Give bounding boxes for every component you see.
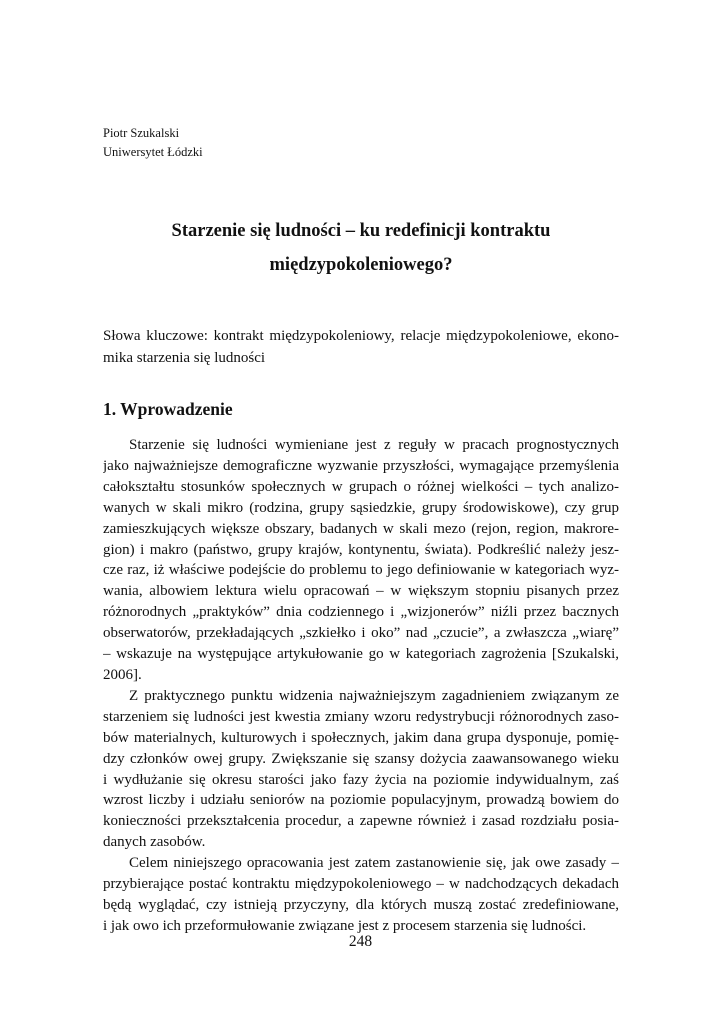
page-number: 248 bbox=[348, 933, 373, 950]
paragraph-line: danych zasobów. bbox=[103, 834, 206, 851]
author-block bbox=[103, 124, 203, 162]
author-affiliation: Uniwersytet Łódzki bbox=[103, 145, 203, 159]
paragraph-line: całokształtu stosunków społecznych w grupach o różnej wielkości – tych analizo- bbox=[103, 478, 619, 495]
paragraph-line: wania, albowiem lektura wielu opracowań – w większym stopniu pisanych przez bbox=[103, 583, 619, 600]
paragraph-line: zamieszkujących większe obszary, badanych w skali mezo (rejon, region, makrore- bbox=[103, 520, 619, 537]
paragraph bbox=[103, 435, 619, 686]
body-text bbox=[103, 435, 619, 937]
paragraph-line: różnorodnych „praktyków” dnia codziennego i „wizjonerów” niźli przez bacznych bbox=[103, 604, 619, 621]
author-name: Piotr Szukalski bbox=[103, 126, 180, 140]
paragraph bbox=[103, 686, 619, 853]
paragraph bbox=[103, 853, 619, 937]
paragraph-line: Celem niniejszego opracowania jest zatem zastanowienie się, jak owe zasady – bbox=[129, 855, 619, 872]
paragraph-line: wanych w skali mikro (rodzina, grupy sąsiedzkie, grupy środowiskowe), czy grup bbox=[103, 499, 619, 516]
paragraph-line: 2006]. bbox=[103, 666, 142, 683]
paragraph-line: jako najważniejsze demograficzne wyzwanie przyszłości, wymagające przemyślenia bbox=[103, 457, 619, 474]
paragraph-line: – wskazuje na występujące artykułowanie go w kategoriach zagrożenia [Szukalski, bbox=[103, 646, 619, 663]
paragraph-line: obserwatorów, przekładających „szkiełko i oko” nad „czucie”, a zwłaszcza „wiarę” bbox=[103, 625, 619, 642]
article-title bbox=[103, 214, 619, 282]
paragraph-line: i wydłużanie się okresu starości jako fazy życia na poziomie indywidualnym, zaś bbox=[103, 771, 619, 788]
paragraph-line: przybierające postać kontraktu międzypokoleniowego – w nadchodzących dekadach bbox=[103, 876, 619, 893]
paragraph-line: starzeniem się ludności jest kwestia zmiany wzoru redystrybucji różnorodnych zaso- bbox=[103, 708, 619, 725]
paragraph-line: będą wyglądać, czy istnieją przyczyny, dla których muszą zostać zredefiniowane, bbox=[103, 896, 619, 913]
paragraph-line: Starzenie się ludności wymieniane jest z reguły w pracach prognostycznych bbox=[129, 437, 619, 453]
section-heading: 1. Wprowadzenie bbox=[103, 399, 233, 419]
article-title-line: międzypokoleniowego? bbox=[269, 255, 453, 275]
paragraph-line: Z praktycznego punktu widzenia najważniejszym zagadnieniem związanym ze bbox=[129, 687, 619, 704]
paragraph-line: cze raz, iż właściwe podejście do problemu to jego definiowanie w kategoriach wyz- bbox=[103, 562, 619, 579]
paragraph-line: gion) i makro (państwo, grupy krajów, kontynentu, świata). Podkreślić należy jesz- bbox=[103, 541, 619, 558]
article-title-line: Starzenie się ludności – ku redefinicji kontraktu bbox=[171, 221, 551, 241]
paragraph-line: i jak owo ich przeformułowanie związane jest z procesem starzenia się ludności. bbox=[103, 917, 587, 934]
keywords-line: Słowa kluczowe: kontrakt międzypokoleniowy, relacje międzypokoleniowe, ekono- bbox=[103, 328, 619, 344]
paragraph-line: dzy członków owej grupy. Zwiększanie się szansy dożycia zaawansowanego wieku bbox=[103, 750, 619, 767]
keywords-line: mika starzenia się ludności bbox=[103, 350, 266, 366]
paragraph-line: bów materialnych, kulturowych i społecznych, jakim dana grupa dysponuje, pomię- bbox=[103, 729, 619, 746]
paragraph-line: konieczności przekształcenia procedur, a zapewne również i zasad rozdziału posia- bbox=[103, 813, 619, 830]
paragraph-line: wzrost liczby i udziału seniorów na poziomie populacyjnym, prowadzą bowiem do bbox=[103, 792, 619, 809]
keywords bbox=[103, 325, 619, 369]
